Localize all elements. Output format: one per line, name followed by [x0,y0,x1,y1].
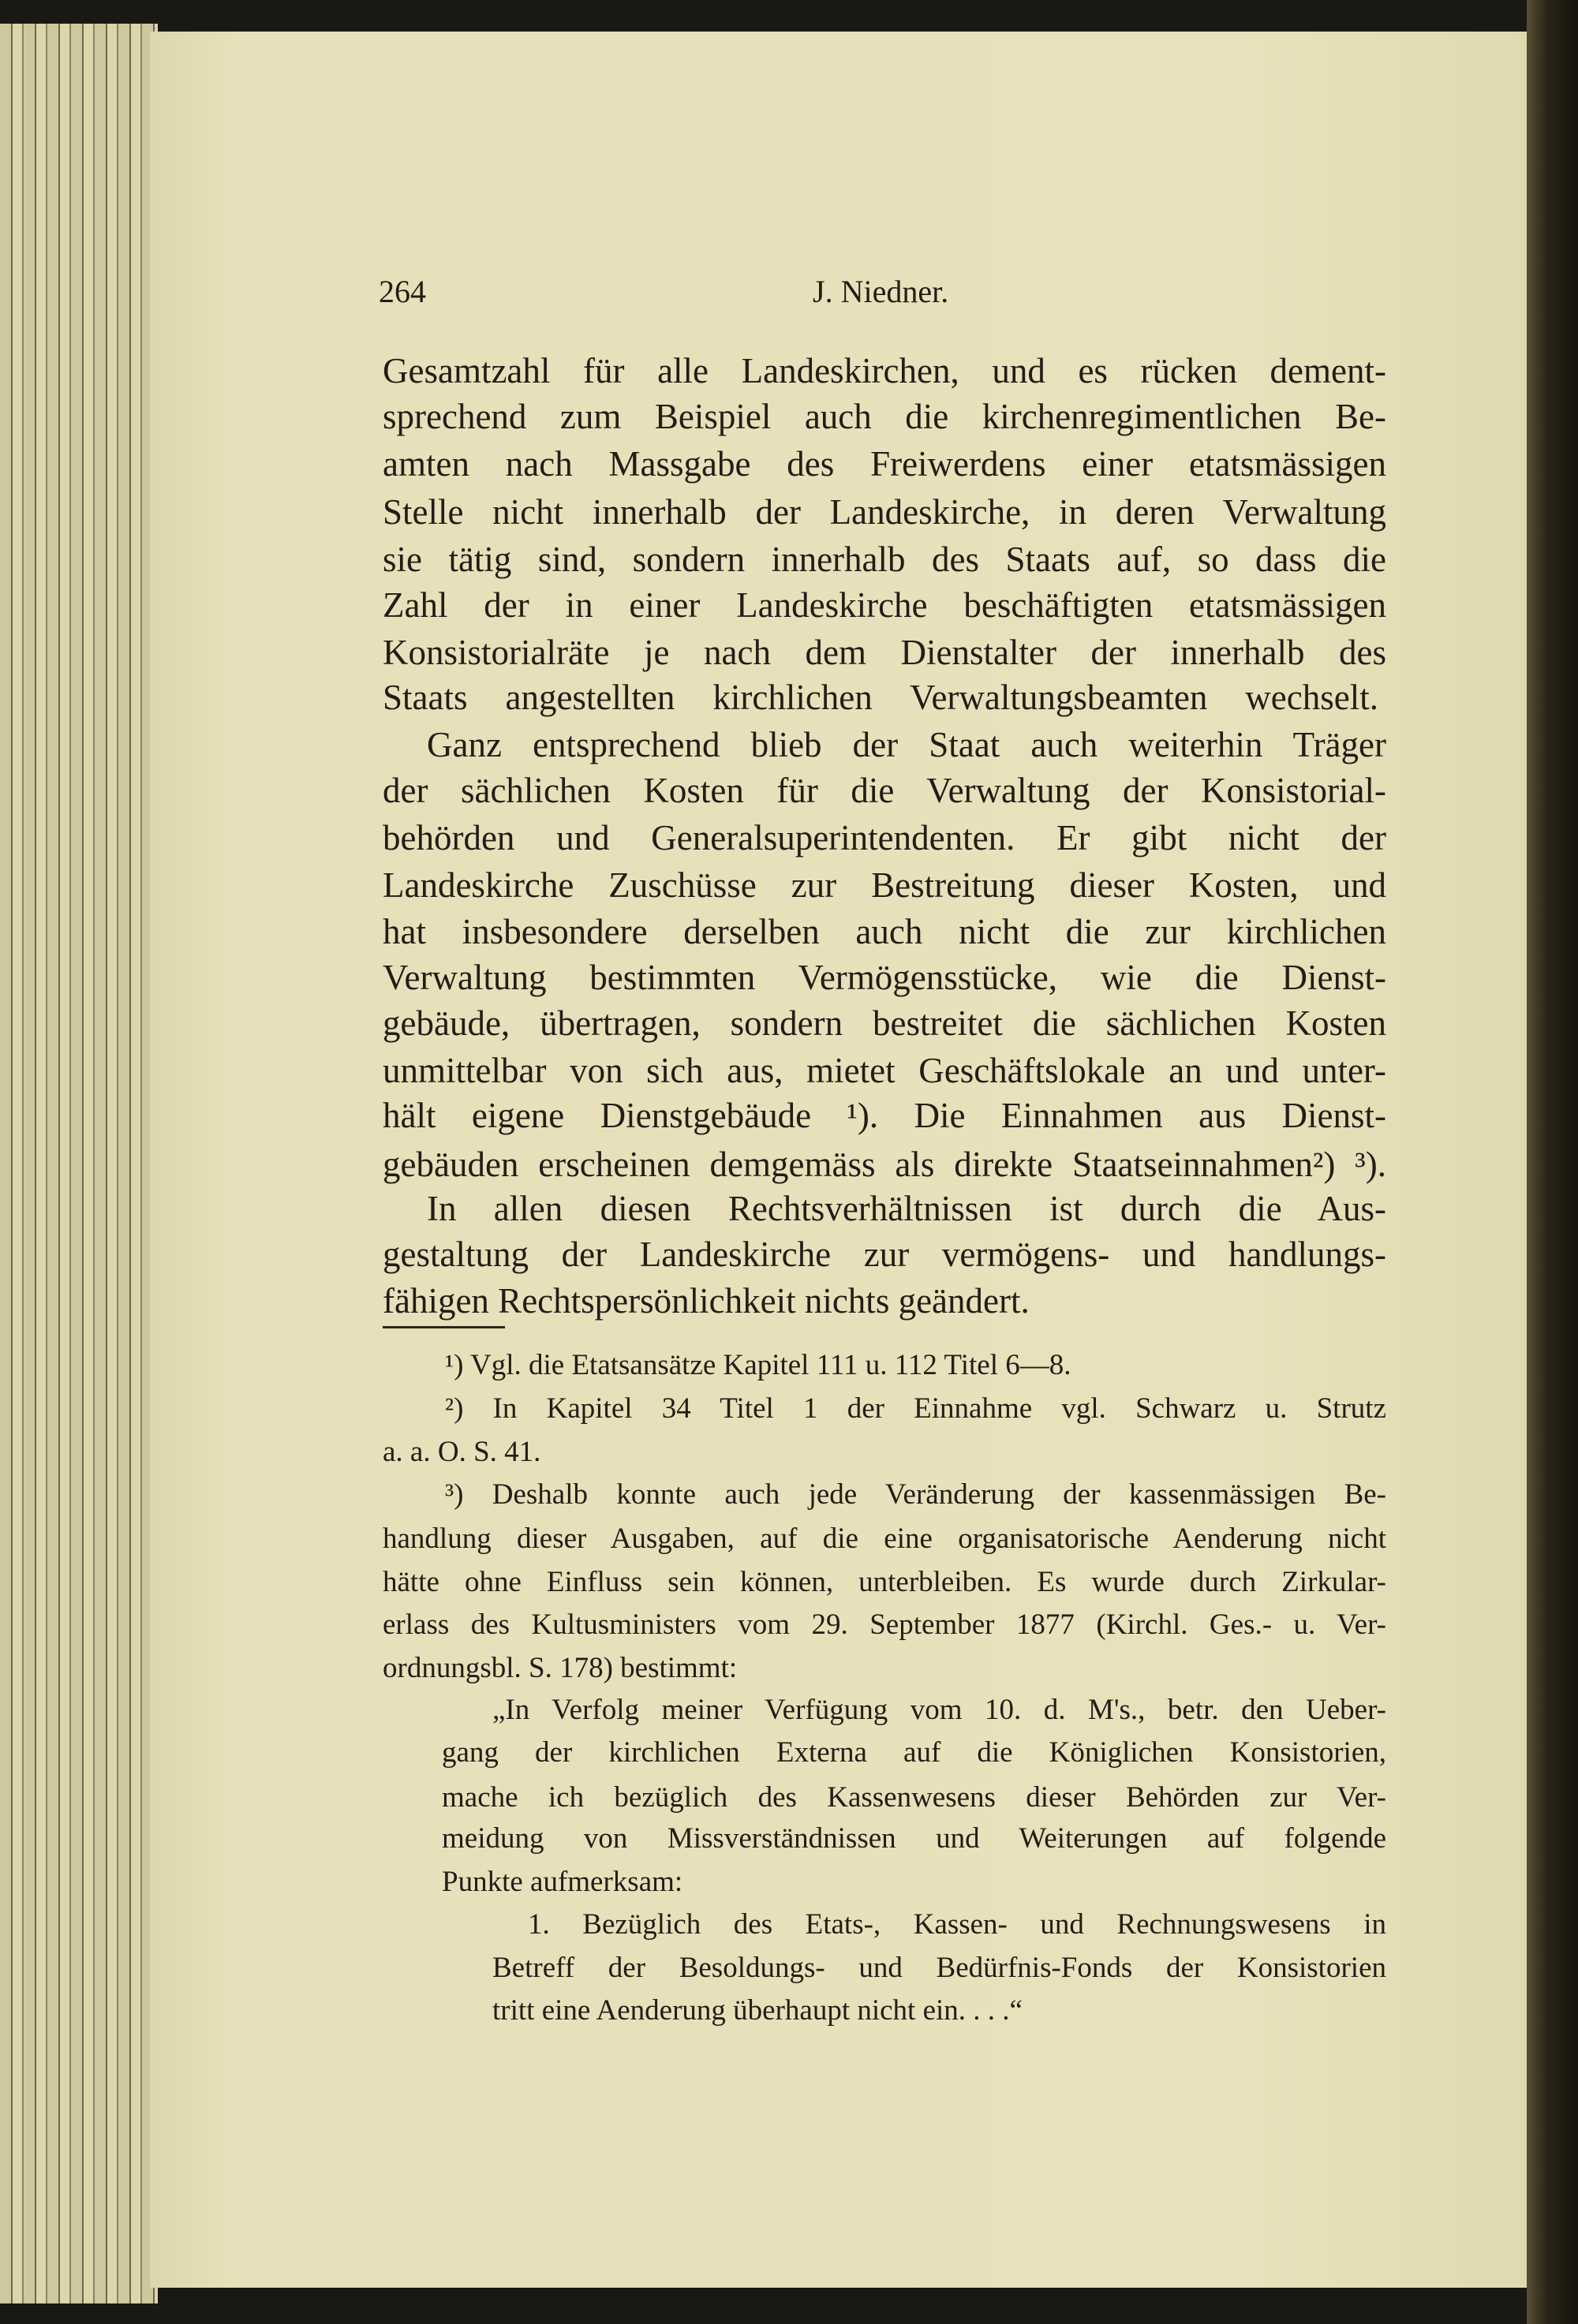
body-line: hat insbesondere derselben auch nicht die zur kirchlichen [383,912,1386,951]
quote-line: mache ich bezüglich des Kassenwesens dieser Behörden zur Ver- [442,1781,1386,1814]
footnote-line: ²) In Kapitel 34 Titel 1 der Einnahme vgl. Schwarz u. Strutz [445,1392,1386,1425]
body-line: gebäuden erscheinen demgemäss als direkte Staatseinnahmen²) ³). [383,1145,1386,1184]
body-line: In allen diesen Rechtsverhältnissen ist durch die Aus- [427,1189,1386,1228]
body-line: Stelle nicht innerhalb der Landeskirche, in deren Verwaltung [383,492,1386,532]
quote-item-line: Betreff der Besoldungs- und Bedürfnis-Fonds der Konsistorien [492,1952,1386,1984]
quote-line: meidung von Missverständnissen und Weiterungen auf folgende [442,1822,1386,1855]
quote-item-line: 1. Bezüglich des Etats-, Kassen- und Rechnungswesens in [528,1908,1386,1941]
footnote-line: ¹) Vgl. die Etatsansätze Kapitel 111 u. 112 Titel 6—8. [445,1349,1071,1381]
body-line: hält eigene Dienstgebäude ¹). Die Einnahmen aus Dienst- [383,1096,1386,1135]
body-line: gestaltung der Landeskirche zur vermögens- und handlungs- [383,1235,1386,1274]
binding-shadow [1527,0,1578,2324]
footnote-line: erlass des Kultusministers vom 29. September 1877 (Kirchl. Ges.- u. Ver- [383,1608,1386,1641]
body-line: Zahl der in einer Landeskirche beschäftigten etatsmässigen [383,585,1386,625]
footnote-line: ordnungsbl. S. 178) bestimmt: [383,1652,738,1684]
footnote-line: handlung dieser Ausgaben, auf die eine organisatorische Aenderung nicht [383,1523,1386,1555]
body-line: unmittelbar von sich aus, mietet Geschäftslokale an und unter- [383,1051,1386,1090]
body-line: sie tätig sind, sondern innerhalb des Staats auf, so dass die [383,540,1386,579]
quote-item-line: tritt eine Aenderung überhaupt nicht ein. . . .“ [492,1994,1023,2027]
footnote-line: a. a. O. S. 41. [383,1436,541,1468]
page-number: 264 [379,274,426,309]
body-line: Landeskirche Zuschüsse zur Bestreitung dieser Kosten, und [383,865,1386,905]
body-line: gebäude, übertragen, sondern bestreitet die sächlichen Kosten [383,1003,1386,1043]
footnote-separator [383,1326,505,1328]
quote-line: „In Verfolg meiner Verfügung vom 10. d. M's., betr. den Ueber- [492,1694,1386,1726]
body-line: der sächlichen Kosten für die Verwaltung der Konsistorial- [383,771,1386,810]
body-line: Verwaltung bestimmten Vermögensstücke, wie die Dienst- [383,958,1386,997]
body-line: sprechend zum Beispiel auch die kirchenregimentlichen Be- [383,397,1386,436]
footnote-line: hätte ohne Einfluss sein können, unterbleiben. Es wurde durch Zirkular- [383,1566,1386,1598]
body-line: Konsistorialräte je nach dem Dienstalter der innerhalb des [383,633,1386,672]
body-line: Staats angestellten kirchlichen Verwaltungsbeamten wechselt. [383,678,1378,717]
quote-line: gang der kirchlichen Externa auf die Königlichen Konsistorien, [442,1736,1386,1769]
body-line: fähigen Rechtspersönlichkeit nichts geändert. [383,1281,1030,1321]
body-line: Gesamtzahl für alle Landeskirchen, und es rücken dement- [383,351,1386,390]
body-line: amten nach Massgabe des Freiwerdens einer etatsmässigen [383,444,1386,484]
body-line: behörden und Generalsuperintendenten. Er gibt nicht der [383,818,1386,857]
body-line: Ganz entsprechend blieb der Staat auch weiterhin Träger [427,725,1386,764]
quote-line: Punkte aufmerksam: [442,1866,683,1898]
page-stack-edges [0,24,158,2303]
running-title: J. Niedner. [813,274,949,309]
footnote-line: ³) Deshalb konnte auch jede Veränderung der kassenmässigen Be- [445,1478,1386,1511]
